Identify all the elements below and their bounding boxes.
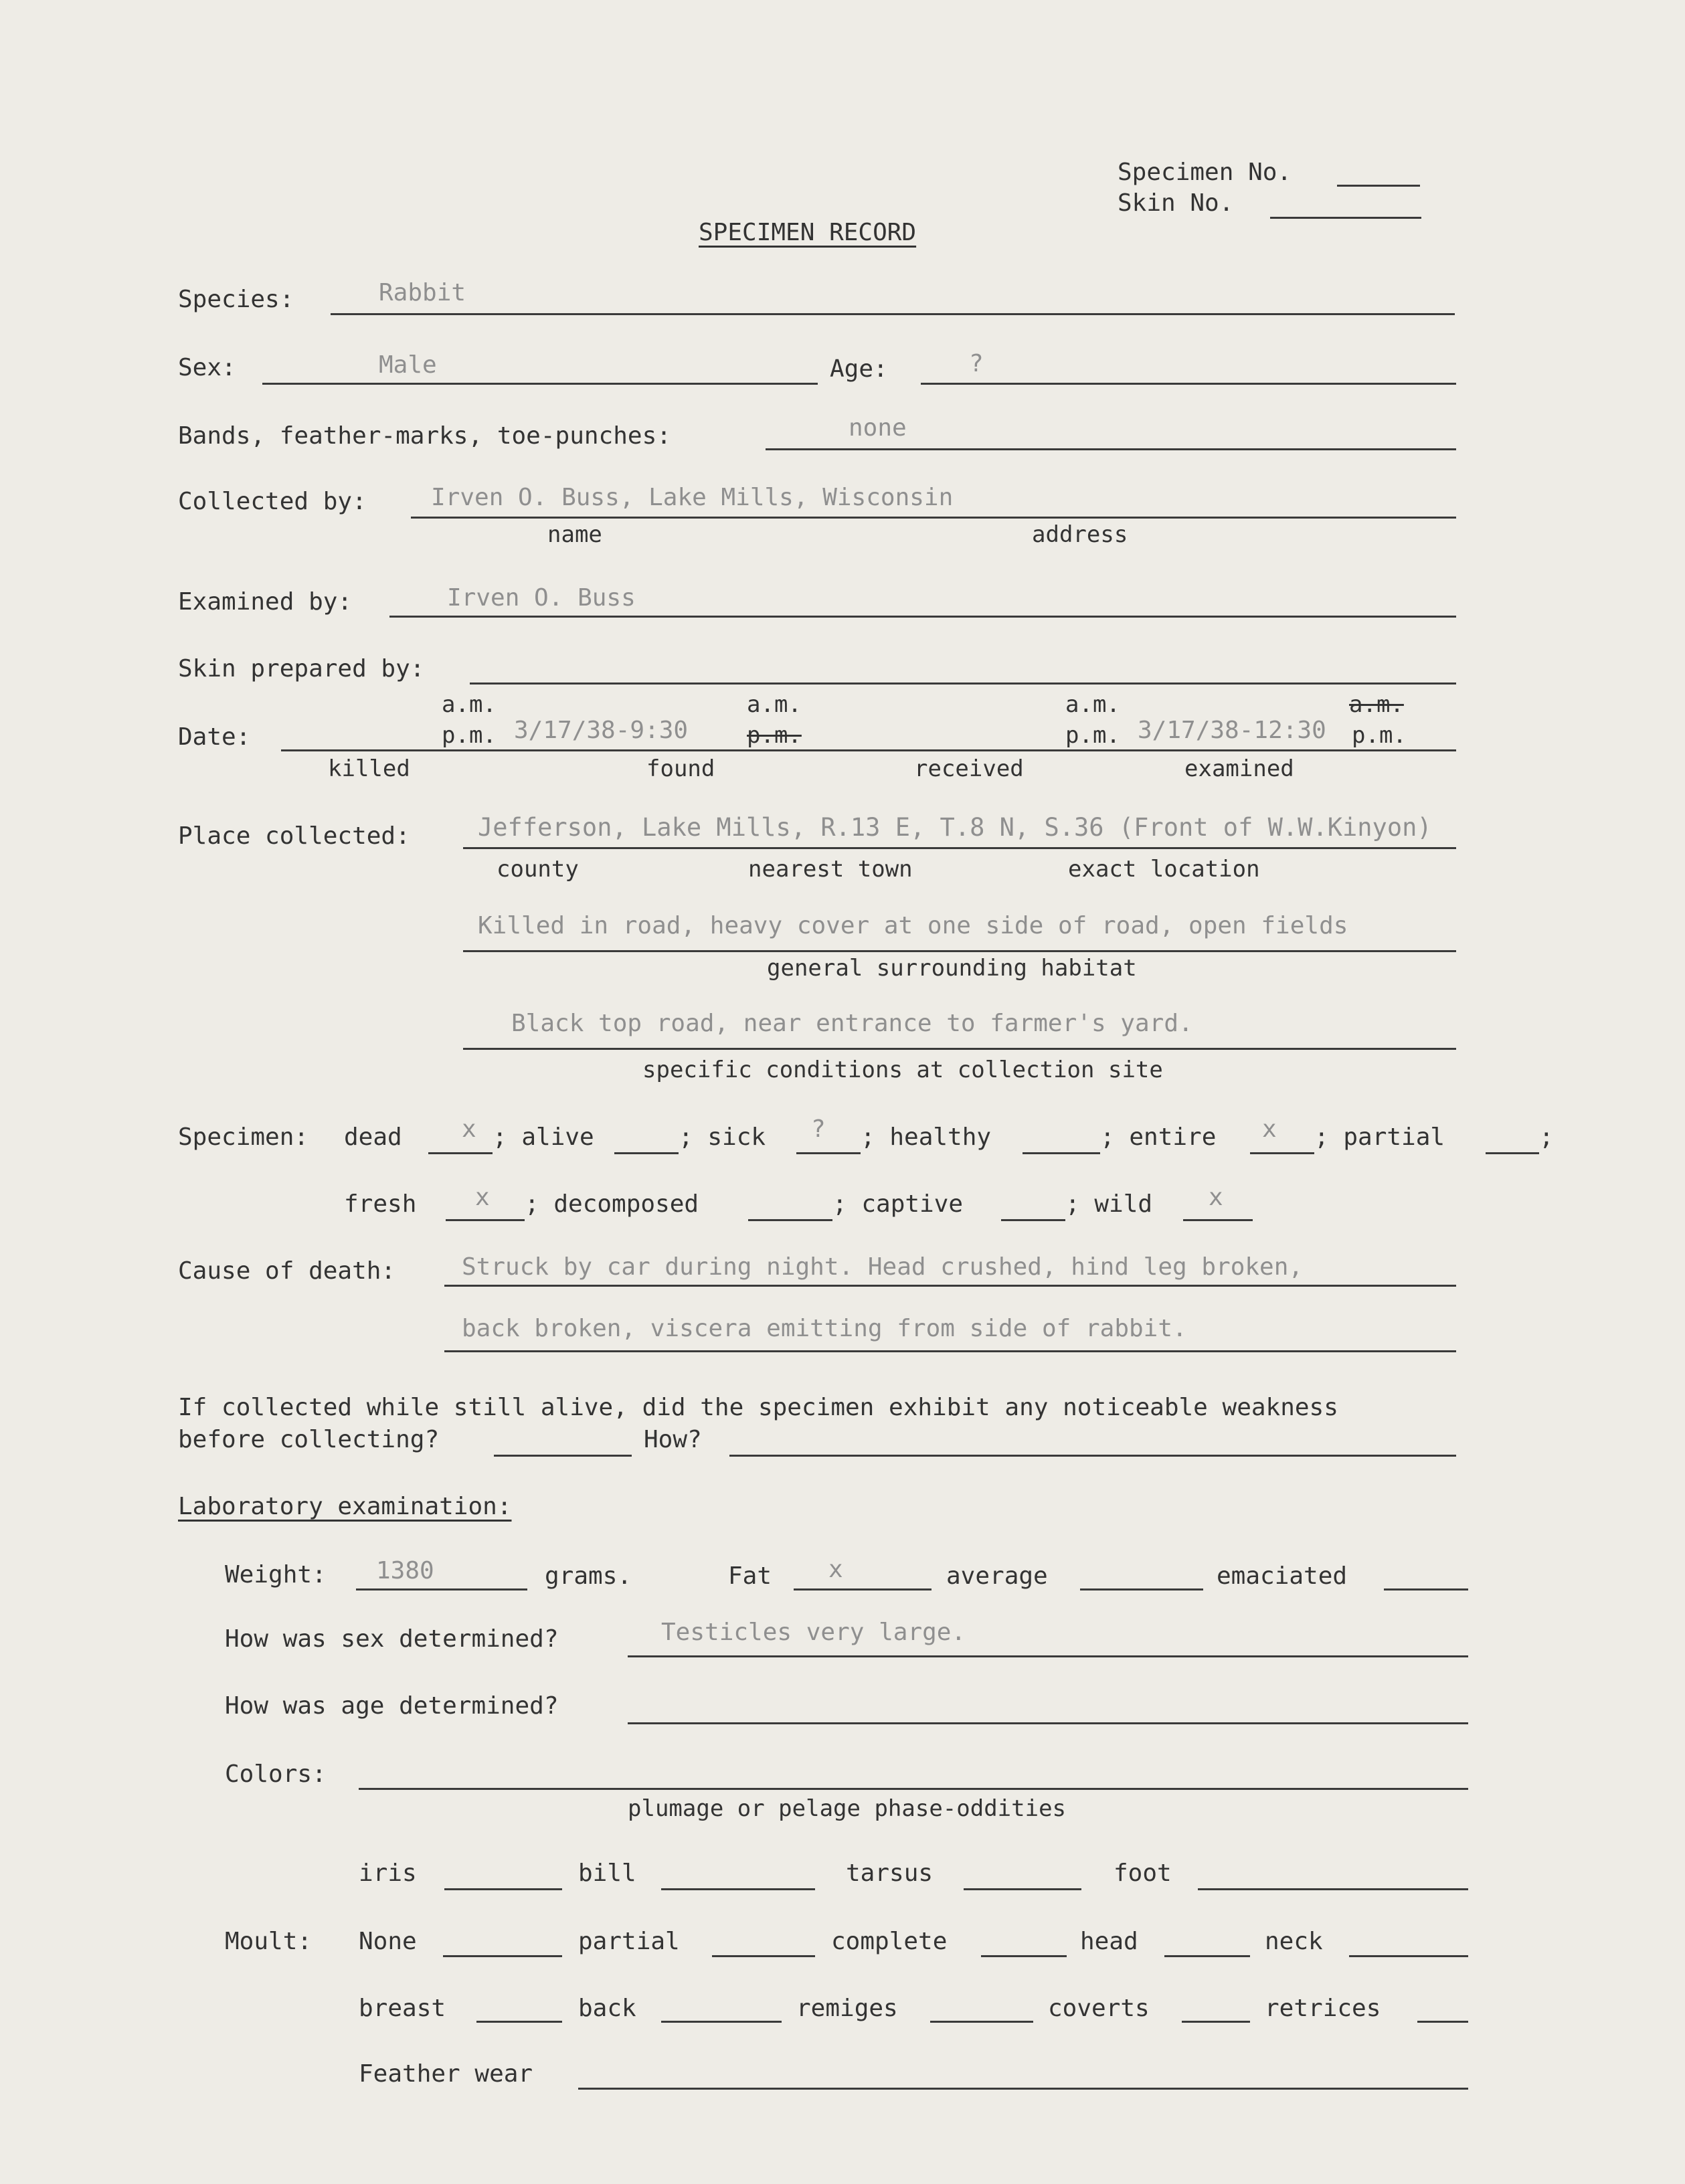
fresh-value: x [475, 1184, 490, 1211]
cause-of-death-field-1[interactable] [444, 1285, 1456, 1287]
wild-value: x [1209, 1184, 1223, 1211]
page-title: SPECIMEN RECORD [699, 219, 917, 246]
examined-by-field[interactable] [389, 616, 1456, 618]
place-collected-label: Place collected: [178, 822, 410, 850]
fresh-field[interactable] [446, 1219, 525, 1221]
lab-title: Laboratory examination: [178, 1493, 512, 1520]
conditions-field[interactable] [463, 1048, 1456, 1050]
partial-label: ; partial [1314, 1123, 1445, 1151]
dead-field[interactable] [428, 1152, 493, 1154]
dead-label: dead [344, 1123, 402, 1151]
fresh-label: fresh [344, 1190, 417, 1218]
coverts-label: coverts [1048, 1995, 1150, 2022]
back-field[interactable] [661, 2021, 782, 2023]
alive-field[interactable] [614, 1152, 679, 1154]
specimen-no-label: Specimen No. [1118, 159, 1292, 186]
bill-field[interactable] [661, 1888, 815, 1890]
average-label: average [946, 1562, 1048, 1590]
colors-caption: plumage or pelage phase-oddities [628, 1795, 1067, 1822]
bands-value: none [849, 414, 907, 442]
feather-wear-field[interactable] [578, 2088, 1468, 2090]
place-collected-value: Jefferson, Lake Mills, R.13 E, T.8 N, S.36 (Front of W.W.Kinyon) [478, 813, 1432, 842]
caption-address: address [1032, 521, 1128, 548]
species-label: Species: [178, 286, 294, 313]
weight-label: Weight: [225, 1561, 327, 1588]
breast-label: breast [359, 1995, 446, 2022]
tarsus-label: tarsus [846, 1859, 934, 1887]
killed-value: 3/17/38-9:30 [514, 717, 689, 744]
moult-label: Moult: [225, 1928, 313, 1955]
collected-by-field[interactable] [411, 517, 1456, 519]
age-label: Age: [830, 355, 888, 383]
skin-no-label: Skin No. [1118, 189, 1234, 217]
retrices-field[interactable] [1417, 2021, 1468, 2023]
habitat-field[interactable] [463, 950, 1456, 952]
examined-value: 3/17/38-12:30 [1138, 717, 1326, 744]
moult-complete-field[interactable] [981, 1955, 1067, 1957]
received-pm: p.m. [1065, 722, 1120, 749]
sick-value: ? [811, 1115, 826, 1143]
sex-determined-field[interactable] [628, 1655, 1468, 1657]
conditions-value: Black top road, near entrance to farmer's yard. [511, 1010, 1193, 1037]
found-am: a.m. [747, 691, 802, 718]
age-value: ? [969, 350, 984, 377]
examined-pm: p.m. [1352, 722, 1407, 749]
collected-by-value: Irven O. Buss, Lake Mills, Wisconsin [431, 484, 954, 511]
collected-by-label: Collected by: [178, 488, 367, 515]
weakness-field[interactable] [494, 1455, 632, 1457]
caption-found: found [646, 755, 715, 782]
grams-label: grams. [545, 1562, 632, 1590]
habitat-caption: general surrounding habitat [767, 955, 1137, 982]
decomposed-field[interactable] [748, 1219, 832, 1221]
bill-label: bill [578, 1859, 636, 1887]
remiges-label: remiges [796, 1995, 898, 2022]
entire-value: x [1262, 1115, 1277, 1143]
entire-field[interactable] [1250, 1152, 1314, 1154]
moult-partial-field[interactable] [712, 1955, 815, 1957]
moult-none-label: None [359, 1928, 417, 1955]
killed-am: a.m. [442, 691, 497, 718]
habitat-value: Killed in road, heavy cover at one side of road, open fields [478, 912, 1348, 939]
feather-wear-label: Feather wear [359, 2060, 533, 2088]
cause-of-death-field-2[interactable] [444, 1350, 1456, 1352]
partial-field[interactable] [1486, 1152, 1539, 1154]
conditions-caption: specific conditions at collection site [642, 1057, 1163, 1083]
skin-no-field[interactable] [1270, 217, 1421, 219]
moult-neck-label: neck [1265, 1928, 1323, 1955]
examined-am: a.m. [1349, 691, 1404, 718]
breast-field[interactable] [476, 2021, 562, 2023]
entire-label: ; entire [1100, 1123, 1217, 1151]
decomposed-label: ; decomposed [525, 1190, 699, 1218]
wild-label: ; wild [1065, 1190, 1153, 1218]
found-pm: p.m. [747, 722, 802, 749]
age-field[interactable] [921, 383, 1456, 385]
how-label: How? [644, 1426, 702, 1453]
examined-by-value: Irven O. Buss [447, 584, 636, 612]
sex-label: Sex: [178, 354, 236, 381]
back-label: back [578, 1995, 636, 2022]
alive-question-line1: If collected while still alive, did the specimen exhibit any noticeable weakness [178, 1394, 1338, 1421]
partial-end: ; [1539, 1123, 1554, 1151]
alive-label: ; alive [493, 1123, 594, 1151]
sex-field[interactable] [262, 383, 818, 385]
tarsus-field[interactable] [964, 1888, 1081, 1890]
sex-question: How was sex determined? [225, 1625, 559, 1653]
caption-killed: killed [328, 755, 410, 782]
species-value: Rabbit [379, 279, 466, 306]
bands-label: Bands, feather-marks, toe-punches: [178, 422, 671, 450]
fat-value: x [828, 1556, 843, 1583]
age-question: How was age determined? [225, 1692, 559, 1720]
cause-of-death-line1: Struck by car during night. Head crushed, hind leg broken, [462, 1253, 1304, 1281]
alive-question-line2: before collecting? [178, 1426, 440, 1453]
sex-value: Male [379, 351, 437, 379]
weight-value: 1380 [376, 1557, 434, 1584]
fat-label: Fat [728, 1562, 772, 1590]
moult-neck-field[interactable] [1349, 1955, 1468, 1957]
remiges-field[interactable] [930, 2021, 1033, 2023]
healthy-label: ; healthy [861, 1123, 992, 1151]
sex-answer: Testicles very large. [661, 1619, 966, 1646]
caption-nearest-town: nearest town [748, 856, 913, 883]
moult-partial-label: partial [578, 1928, 680, 1955]
moult-complete-label: complete [831, 1928, 948, 1955]
emaciated-label: emaciated [1217, 1562, 1348, 1590]
caption-county: county [497, 856, 579, 883]
how-field[interactable] [729, 1455, 1456, 1457]
examined-by-label: Examined by: [178, 588, 353, 616]
colors-field[interactable] [359, 1788, 1468, 1790]
sick-field[interactable] [796, 1152, 861, 1154]
skin-prepared-label: Skin prepared by: [178, 655, 425, 682]
killed-pm: p.m. [442, 722, 497, 749]
specimen-label: Specimen: [178, 1123, 309, 1151]
age-determined-field[interactable] [628, 1722, 1468, 1724]
healthy-field[interactable] [1023, 1152, 1100, 1154]
moult-none-field[interactable] [443, 1955, 562, 1957]
caption-examined: examined [1184, 755, 1294, 782]
moult-head-label: head [1080, 1928, 1138, 1955]
cause-of-death-line2: back broken, viscera emitting from side of rabbit. [462, 1315, 1187, 1342]
colors-label: Colors: [225, 1760, 327, 1788]
captive-label: ; captive [832, 1190, 964, 1218]
species-field[interactable] [331, 313, 1455, 315]
foot-label: foot [1114, 1859, 1172, 1887]
emaciated-field[interactable] [1384, 1588, 1468, 1590]
skin-prepared-field[interactable] [470, 682, 1456, 685]
date-label: Date: [178, 723, 251, 751]
moult-head-field[interactable] [1164, 1955, 1250, 1957]
sick-label: ; sick [679, 1123, 766, 1151]
average-field[interactable] [1080, 1588, 1203, 1590]
received-am: a.m. [1065, 691, 1120, 718]
coverts-field[interactable] [1182, 2021, 1250, 2023]
weight-field[interactable] [356, 1588, 527, 1590]
iris-label: iris [359, 1859, 417, 1887]
caption-exact-location: exact location [1068, 856, 1260, 883]
dead-value: x [462, 1115, 476, 1143]
foot-field[interactable] [1198, 1888, 1468, 1890]
wild-field[interactable] [1183, 1219, 1253, 1221]
place-collected-field[interactable] [463, 847, 1456, 849]
retrices-label: retrices [1265, 1995, 1381, 2022]
specimen-no-field[interactable] [1337, 185, 1420, 187]
fat-field[interactable] [794, 1588, 932, 1590]
caption-name: name [547, 521, 602, 548]
captive-field[interactable] [1001, 1219, 1065, 1221]
cause-of-death-label: Cause of death: [178, 1257, 396, 1285]
iris-field[interactable] [444, 1888, 562, 1890]
bands-field[interactable] [766, 448, 1456, 450]
date-field[interactable] [281, 749, 1456, 751]
caption-received: received [914, 755, 1024, 782]
